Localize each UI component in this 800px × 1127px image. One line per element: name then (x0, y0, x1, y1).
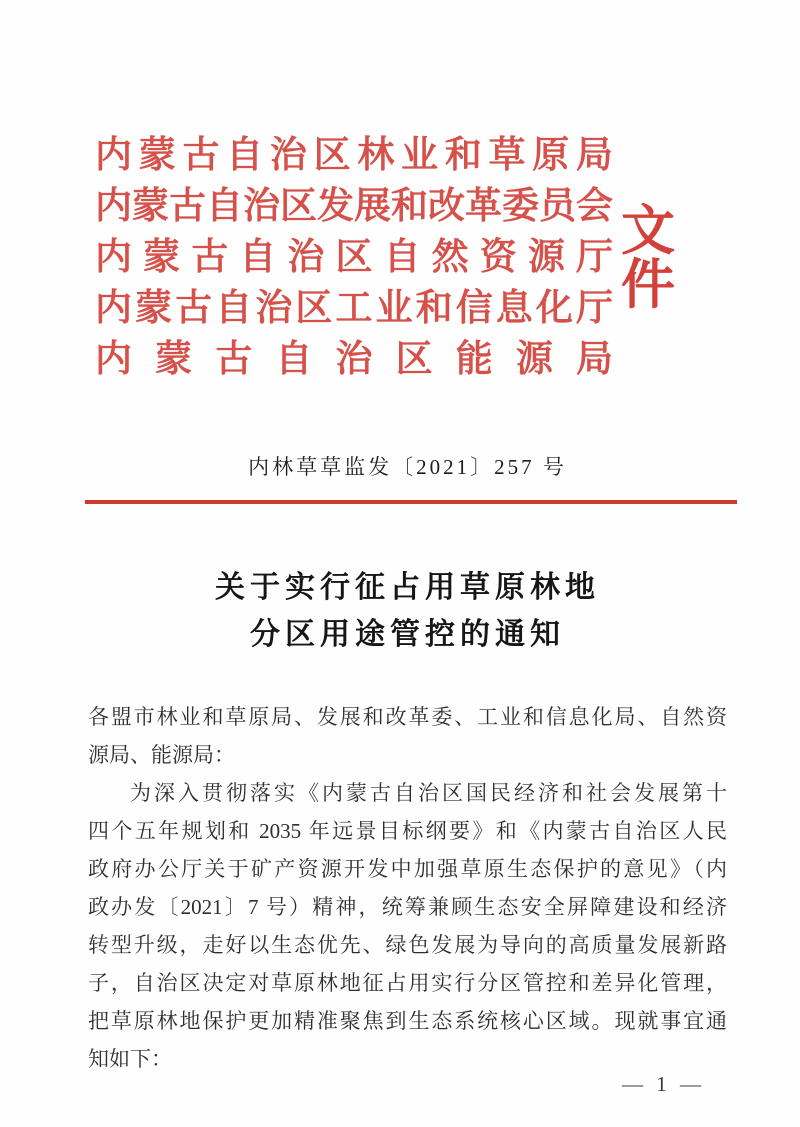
body-line: 为深入贯彻落实《内蒙古自治区国民经济和社会发展第十 (130, 781, 727, 805)
agency-line: 内 蒙 古 自 治 区 林 业 和 草 原 局 (95, 135, 613, 176)
body-line: 知如下： (88, 1047, 172, 1071)
body-line: 把草原林地保护更加精准聚焦到生态系统核心区域。现就事宜通 (88, 1009, 727, 1033)
body-line: 各盟市林业和草原局、发展和改革委、工业和信息化局、自然资 (88, 705, 727, 729)
document-title-line1: 关于实行征占用草原林地 (215, 571, 600, 604)
doc-type-label: 文件 (621, 200, 677, 315)
body-line: 政办发〔2021〕7 号）精神，统筹兼顾生态安全屏障建设和经济 (88, 895, 727, 919)
body-line: 子，自治区决定对草原林地征占用实行分区管控和差异化管理， (88, 971, 727, 995)
document-title-line2: 分区用途管控的通知 (250, 618, 565, 651)
red-divider (85, 500, 737, 504)
document-title (88, 564, 727, 658)
agency-line: 内 蒙 古 自 治 区 能 源 局 (95, 339, 613, 380)
agency-line: 内 蒙 古 自 治 区 工 业 和 信 息 化 厅 (95, 288, 613, 329)
agency-line: 内 蒙 古 自 治 区 发 展 和 改 革 委 员 会 (95, 186, 613, 227)
body-line: 源局、能源局： (88, 743, 235, 767)
body-line: 四个五年规划和 2035 年远景目标纲要》和《内蒙古自治区人民 (88, 819, 727, 843)
agency-line: 内 蒙 古 自 治 区 自 然 资 源 厅 (95, 237, 613, 278)
doc-number: 内林草草监发〔2021〕257 号 (248, 455, 567, 479)
agency-list (95, 130, 613, 385)
body-line: 转型升级，走好以生态优先、绿色发展为导向的高质量发展新路 (88, 933, 727, 957)
document-body (88, 698, 727, 1078)
body-line: 政府办公厅关于矿产资源开发中加强草原生态保护的意见》（内 (88, 857, 727, 881)
letterhead (95, 0, 727, 385)
page-number: — 1 — (622, 1072, 705, 1096)
